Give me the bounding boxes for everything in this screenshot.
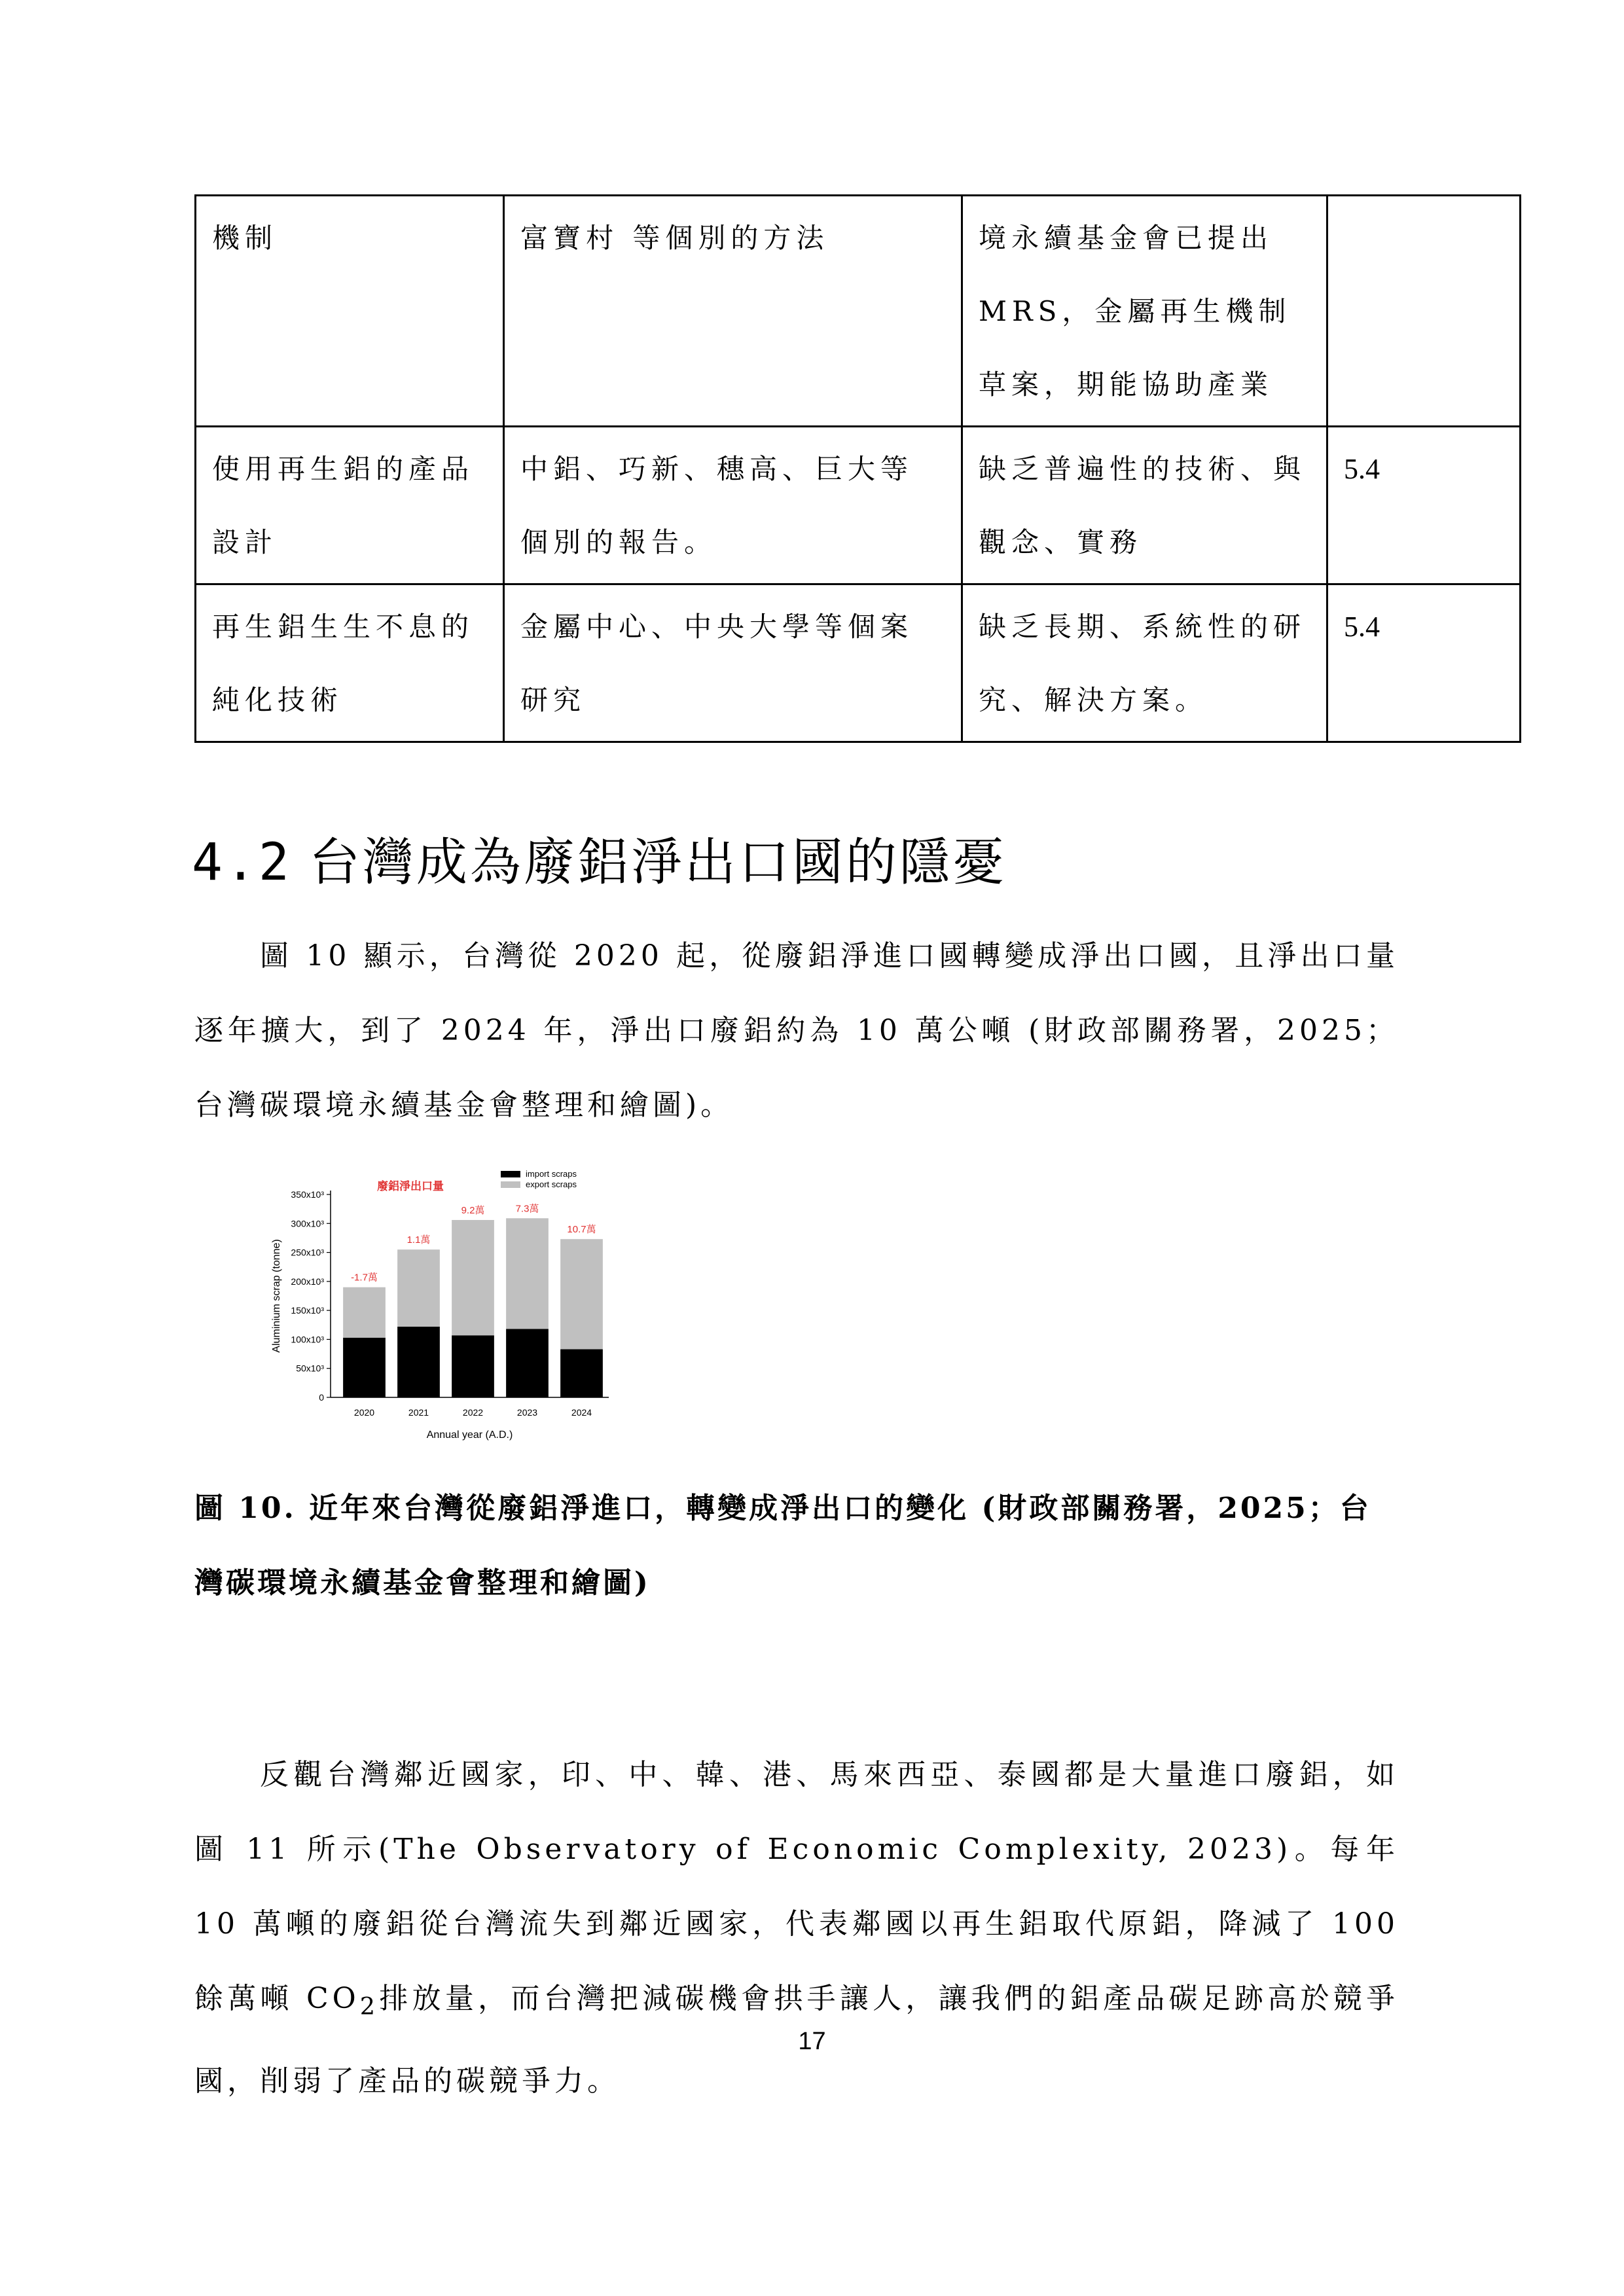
y-tick-label: 200x10³ [291, 1276, 324, 1287]
bar-annotation: 1.1萬 [406, 1234, 431, 1246]
section-title: 台灣成為廢鋁淨出口國的隱憂 [308, 833, 1007, 892]
body-paragraph [194, 1738, 1399, 2119]
figure-caption: 圖 10. 近年來台灣從廢鋁淨進口，轉變成淨出口的變化 (財政部關務署，2025；台灣碳環境永續基金會整理和繪圖) [194, 1492, 1371, 1600]
table-cell: 使用再生鋁的產品設計 [196, 427, 504, 584]
y-tick-label: 100x10³ [291, 1334, 324, 1345]
table-cell: 機制 [196, 196, 504, 427]
table-cell: 再生鋁生生不息的純化技術 [196, 584, 504, 742]
legend-swatch [501, 1181, 520, 1188]
bar-export-scraps [397, 1249, 440, 1327]
legend-label: export scraps [526, 1179, 577, 1189]
y-axis-label: Aluminium scrap (tonne) [271, 1239, 282, 1353]
y-tick-label: 250x10³ [291, 1247, 324, 1258]
table-cell: 缺乏長期、系統性的研究、解決方案。 [962, 584, 1327, 742]
bar-annotation: -1.7萬 [351, 1272, 378, 1283]
section-number: 4.2 [192, 833, 292, 892]
reference-table [194, 194, 1521, 743]
bar-annotation: 7.3萬 [515, 1203, 539, 1215]
legend-swatch [501, 1171, 520, 1177]
chart-canvas [259, 1165, 625, 1453]
table-cell: 境永續基金會已提出MRS，金屬再生機制草案，期能協助產業 [962, 196, 1327, 427]
y-tick-label: 300x10³ [291, 1218, 324, 1229]
legend-label: import scraps [526, 1169, 577, 1179]
table-cell: 5.4 [1327, 427, 1521, 584]
table-row [196, 584, 1521, 742]
page-number: 17 [798, 2028, 826, 2055]
bar-annotation: 10.7萬 [567, 1224, 596, 1236]
bar-export-scraps [452, 1220, 494, 1335]
figure-10-chart [259, 1165, 625, 1453]
paragraph-text: 反觀台灣鄰近國家，印、中、韓、港、馬來西亞、泰國都是大量進口廢鋁，如圖 11 所示(The Observatory of Economic Complexity, 2023)。每年 10 萬噸的廢鋁從台灣流失到鄰近國家，代表鄰國以再生鋁取代原鋁，降減了 100 餘萬噸 CO [194, 1758, 1399, 2015]
bar-import-scraps [452, 1335, 494, 1397]
bar-export-scraps [560, 1239, 603, 1349]
bar-export-scraps [506, 1218, 549, 1329]
bar-export-scraps [343, 1287, 386, 1338]
bar-import-scraps [506, 1329, 549, 1397]
bar-import-scraps [560, 1349, 603, 1397]
subscript: 2 [359, 1992, 380, 2020]
bar-import-scraps [397, 1327, 440, 1397]
table-cell: 缺乏普遍性的技術、與觀念、實務 [962, 427, 1327, 584]
table-cell: 中鋁、巧新、穗高、巨大等個別的報告。 [504, 427, 962, 584]
x-tick-label: 2024 [571, 1407, 592, 1418]
y-tick-label: 350x10³ [291, 1189, 324, 1200]
x-axis-label: Annual year (A.D.) [426, 1429, 513, 1441]
section-heading [192, 821, 1007, 895]
y-tick-label: 0 [319, 1392, 324, 1403]
table-cell: 金屬中心、中央大學等個案研究 [504, 584, 962, 742]
table-cell: 5.4 [1327, 584, 1521, 742]
body-paragraph: 圖 10 顯示，台灣從 2020 起，從廢鋁淨進口國轉變成淨出口國，且淨出口量逐年擴大，到了 2024 年，淨出口廢鋁約為 10 萬公噸 (財政部關務署，2025；台灣碳環境永續基金會整理和繪圖)。 [194, 939, 1399, 1122]
table-row [196, 196, 1521, 427]
bar-import-scraps [343, 1338, 386, 1397]
chart-title: 廢鋁淨出口量 [377, 1180, 444, 1193]
bar-annotation: 9.2萬 [461, 1204, 485, 1216]
x-tick-label: 2022 [462, 1407, 484, 1418]
table-cell [1327, 196, 1521, 427]
y-tick-label: 50x10³ [296, 1363, 324, 1374]
x-tick-label: 2023 [516, 1407, 538, 1418]
table-row [196, 427, 1521, 584]
x-tick-label: 2020 [353, 1407, 375, 1418]
y-tick-label: 150x10³ [291, 1305, 324, 1316]
x-tick-label: 2021 [408, 1407, 429, 1418]
table-cell: 富寶村 等個別的方法 [504, 196, 962, 427]
paragraph-text: 排放量，而台灣把減碳機會拱手讓人，讓我們的鋁產品碳足跡高於競爭國，削弱了產品的碳競爭力。 [194, 1982, 1399, 2098]
